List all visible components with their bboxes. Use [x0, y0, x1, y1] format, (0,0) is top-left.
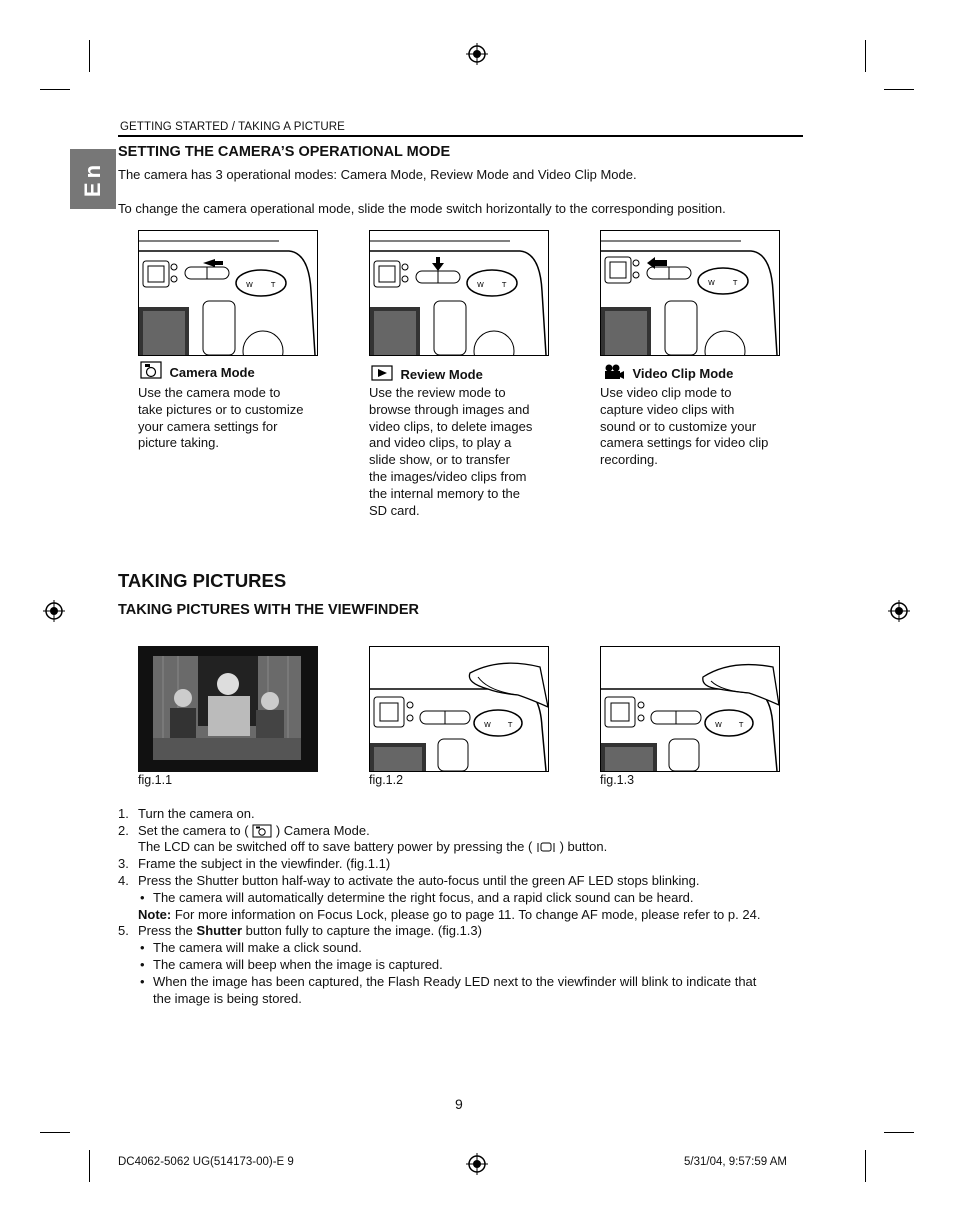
bullet-icon: •	[140, 974, 145, 989]
step-text: Frame the subject in the viewfinder. (fig.1.1)	[138, 856, 391, 871]
step-number: 5.	[118, 923, 129, 938]
footer-left: DC4062-5062 UG(514173-00)-E 9	[118, 1156, 294, 1168]
step-text: The LCD can be switched off to save battery power by pressing the (	[138, 839, 533, 854]
bullet-icon: •	[140, 957, 145, 972]
step-4-bullet	[140, 890, 694, 905]
camera-back-illustration	[139, 231, 317, 355]
crop-mark	[865, 1150, 866, 1182]
footer-right: 5/31/04, 9:57:59 AM	[684, 1156, 787, 1168]
crop-mark	[40, 89, 70, 90]
language-tab-label: En	[80, 160, 105, 198]
description-line: browse through images and	[369, 401, 530, 417]
finger-on-shutter-illustration	[370, 647, 548, 771]
page-number: 9	[455, 1096, 463, 1112]
mode-title: Camera Mode	[169, 365, 255, 380]
full-press-figure	[600, 646, 780, 772]
step-emphasis: Shutter	[196, 923, 243, 938]
registration-mark-icon	[43, 600, 65, 622]
registration-mark-icon	[888, 600, 910, 622]
description-line: sound or to customize your	[600, 418, 757, 434]
figure-caption: fig.1.2	[369, 773, 404, 787]
registration-mark-icon	[466, 43, 488, 65]
svg-text:T: T	[739, 721, 744, 729]
svg-text:T: T	[508, 721, 513, 729]
description-line: take pictures or to customize	[138, 401, 304, 417]
svg-text:W: W	[477, 281, 484, 289]
description-line: video clips, to delete images	[369, 418, 533, 434]
step-5-bullet-continued	[153, 991, 302, 1006]
description-line: camera settings for video clip	[600, 435, 769, 451]
registration-mark-icon	[466, 1153, 488, 1175]
crop-mark	[884, 1132, 914, 1133]
camera-back-illustration	[601, 231, 779, 355]
svg-text:W: W	[484, 721, 491, 729]
camera-back-illustration	[370, 231, 548, 355]
crop-mark	[40, 1132, 70, 1133]
note-text: For more information on Focus Lock, please go to page 11. To change AF mode, please refer to p. 24.	[174, 907, 761, 922]
step-text: Press the Shutter button half-way to activate the auto-focus until the green AF LED stops blinking.	[138, 873, 700, 888]
step-5-bullet	[140, 957, 443, 972]
step-text: button fully to capture the image. (fig.1.3)	[245, 923, 482, 938]
svg-text:T: T	[271, 281, 276, 289]
step-text: Turn the camera on.	[138, 806, 255, 821]
description-line: your camera settings for	[138, 418, 278, 434]
svg-text:W: W	[715, 721, 722, 729]
description-line: the internal memory to the	[369, 485, 521, 501]
bullet-icon: •	[140, 940, 145, 955]
crop-mark	[865, 40, 866, 72]
note-label: Note:	[138, 907, 172, 922]
step-4-note	[138, 907, 760, 922]
subsection-title: TAKING PICTURES WITH THE VIEWFINDER	[118, 602, 420, 618]
instruction-paragraph: To change the camera operational mode, slide the mode switch horizontally to the corresponding position.	[118, 201, 726, 216]
step-text: The camera will automatically determine the right focus, and a rapid click sound can be heard.	[153, 890, 694, 905]
step-5-bullet	[140, 940, 362, 955]
lcd-icon	[536, 840, 556, 854]
description-line: capture video clips with	[600, 401, 735, 417]
mode-title: Review Mode	[400, 367, 483, 382]
step-number: 1.	[118, 806, 129, 821]
description-line: Use the camera mode to	[138, 385, 281, 400]
step-5-bullet	[140, 974, 756, 989]
crop-mark	[884, 89, 914, 90]
step-text: ) Camera Mode.	[275, 823, 370, 838]
intro-paragraph: The camera has 3 operational modes: Camera Mode, Review Mode and Video Clip Mode.	[118, 167, 637, 182]
finger-on-shutter-illustration	[601, 647, 779, 771]
description-line: the images/video clips from	[369, 468, 527, 484]
section-title: SETTING THE CAMERA’S OPERATIONAL MODE	[118, 144, 451, 160]
section-heading: TAKING PICTURES	[118, 570, 287, 591]
header-rule	[118, 135, 803, 137]
video-mode-description	[600, 385, 785, 469]
description-line: recording.	[600, 452, 658, 468]
video-mode-figure	[600, 230, 780, 356]
svg-text:T: T	[733, 279, 738, 287]
family-photo-image	[138, 646, 318, 772]
description-line: Use the review mode to	[369, 385, 506, 400]
svg-text:W: W	[708, 279, 715, 287]
camera-icon	[252, 824, 272, 838]
step-number: 2.	[118, 823, 129, 838]
description-line: SD card.	[369, 502, 420, 518]
step-2	[118, 823, 370, 838]
description-line: Use video clip mode to	[600, 385, 732, 400]
camera-mode-figure	[138, 230, 318, 356]
half-press-figure	[369, 646, 549, 772]
video-camera-icon	[603, 364, 625, 380]
step-text: ) button.	[559, 839, 608, 854]
crop-mark	[89, 1150, 90, 1182]
step-number: 3.	[118, 856, 129, 871]
camera-mode-description	[138, 385, 323, 452]
play-icon	[371, 365, 393, 381]
step-3	[118, 856, 390, 871]
svg-text:T: T	[502, 281, 507, 289]
step-text: When the image has been captured, the Flash Ready LED next to the viewfinder will blink to indicate that	[153, 974, 757, 989]
description-line: slide show, or to transfer	[369, 452, 510, 468]
video-mode-caption	[603, 364, 733, 383]
step-4	[118, 873, 699, 888]
step-1	[118, 806, 255, 821]
step-text: Press the	[138, 923, 193, 938]
breadcrumb: GETTING STARTED / TAKING A PICTURE	[120, 121, 345, 133]
figure-caption: fig.1.3	[600, 773, 635, 787]
step-text: Set the camera to (	[138, 823, 249, 838]
step-5	[118, 923, 482, 938]
bullet-icon: •	[140, 890, 145, 905]
step-2-note	[138, 839, 607, 854]
crop-mark	[89, 40, 90, 72]
svg-text:W: W	[246, 281, 253, 289]
step-text: the image is being stored.	[153, 991, 302, 1006]
description-line: picture taking.	[138, 435, 219, 451]
camera-icon	[140, 361, 162, 379]
step-text: The camera will beep when the image is captured.	[153, 957, 443, 972]
camera-mode-caption	[140, 361, 255, 382]
mode-title: Video Clip Mode	[632, 366, 734, 381]
figure-caption: fig.1.1	[138, 773, 173, 787]
step-number: 4.	[118, 873, 129, 888]
description-line: and video clips, to play a	[369, 435, 512, 451]
review-mode-figure	[369, 230, 549, 356]
review-mode-description	[369, 385, 554, 519]
step-text: The camera will make a click sound.	[153, 940, 362, 955]
language-tab	[70, 149, 116, 209]
review-mode-caption	[371, 365, 483, 384]
viewfinder-photo	[138, 646, 318, 772]
